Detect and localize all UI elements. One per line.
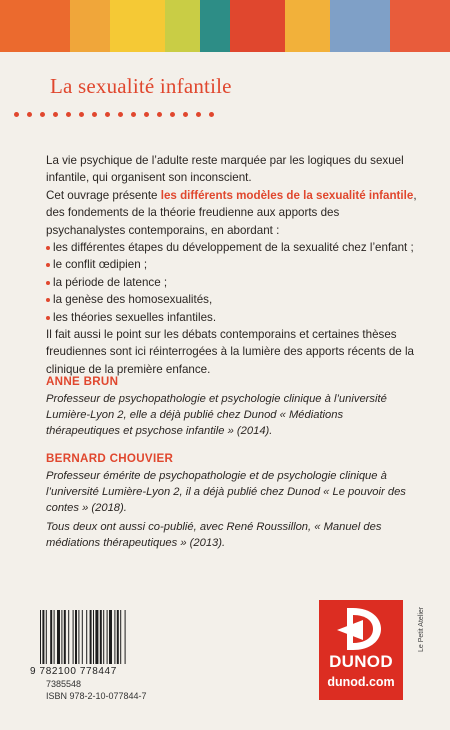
barcode-bar: [42, 610, 44, 664]
barcode-bar: [75, 610, 77, 664]
author-name-2: BERNARD CHOUVIER: [46, 452, 174, 465]
dot-icon: [209, 112, 214, 117]
bullet-dot-icon: [46, 246, 50, 250]
barcode-bar: [64, 610, 66, 664]
bullet-dot-icon: [46, 263, 50, 267]
book-title: La sexualité infantile: [50, 74, 232, 98]
dot-icon: [40, 112, 45, 117]
dot-icon: [118, 112, 123, 117]
dot-icon: [105, 112, 110, 117]
band-block: [110, 0, 165, 52]
list-item: [46, 309, 418, 326]
barcode-bar: [120, 610, 121, 664]
description-paragraph-2-end: , des fondements de la théorie freudienne aux apports des psychanalystes contemporains, en abordant :: [46, 188, 417, 237]
bullet-dot-icon: [46, 316, 50, 320]
dot-icon: [66, 112, 71, 117]
barcode: [30, 604, 152, 676]
barcode-bar: [117, 610, 119, 664]
decorative-dot-row: [14, 112, 224, 122]
description-paragraph-3: Il fait aussi le point sur les débats contemporains et certaines thèses freudiennes sont ici réinterrogées à la lumière des apports récents de la clinique de la première enfance.: [46, 328, 414, 376]
barcode-bar: [109, 610, 112, 664]
publisher-name: DUNOD: [329, 652, 393, 671]
dot-icon: [183, 112, 188, 117]
description-paragraph-1: La vie psychique de l’adulte reste marquée par les logiques du sexuel infantile, qui organisent son inconscient.: [46, 154, 404, 185]
barcode-bars-icon: [40, 610, 150, 668]
reference-number: 7385548: [46, 679, 82, 689]
barcode-bar: [68, 610, 69, 664]
author-bio-2: Professeur émérite de psychopathologie et de psychologie clinique à l’université Lumière-Lyon 2, il a déjà publié chez Dunod « Le pouvoir des contes » (2018).: [46, 470, 406, 515]
list-item: [46, 256, 418, 273]
publisher-logo: [319, 600, 403, 700]
barcode-bar: [50, 610, 52, 664]
list-item: [46, 274, 418, 291]
publisher-website: dunod.com: [327, 675, 395, 689]
dot-icon: [92, 112, 97, 117]
barcode-digits: 9 782100 778447: [30, 666, 117, 677]
barcode-bar: [46, 610, 47, 664]
list-item-text: les théories sexuelles infantiles.: [53, 310, 217, 324]
list-item-text: le conflit œdipien ;: [53, 258, 148, 272]
dot-icon: [79, 112, 84, 117]
band-block: [230, 0, 285, 52]
list-item: [46, 291, 418, 308]
barcode-bar: [125, 610, 126, 664]
barcode-bar: [82, 610, 83, 664]
dot-icon: [53, 112, 58, 117]
list-item: [46, 239, 418, 256]
band-block: [200, 0, 230, 52]
barcode-bar: [103, 610, 104, 664]
description-paragraph-2-start: Cet ouvrage présente: [46, 188, 161, 202]
author-name-1: ANNE BRUN: [46, 375, 119, 388]
topics-list: [46, 239, 418, 326]
barcode-bar: [57, 610, 60, 664]
band-block: [165, 0, 200, 52]
barcode-bar: [107, 610, 108, 664]
dot-icon: [14, 112, 19, 117]
barcode-bar: [73, 610, 74, 664]
barcode-bar: [86, 610, 87, 664]
author-bio-1: Professeur de psychopathologie et psychologie clinique à l’université Lumière-Lyon 2, elle a déjà publié chez Dunod « Médiations thérapeutiques et psychose infantile » (2014).: [46, 393, 387, 438]
band-block: [390, 0, 450, 52]
dot-icon: [157, 112, 162, 117]
list-item-text: la genèse des homosexualités,: [53, 293, 213, 307]
dot-icon: [144, 112, 149, 117]
design-credit: Le Petit Atelier: [418, 606, 425, 652]
coauthor-note: Tous deux ont aussi co-publié, avec René Roussillon, « Manuel des médiations thérapeutiques » (2013).: [46, 521, 382, 550]
band-block: [70, 0, 110, 52]
book-description: [46, 152, 418, 378]
dunod-d-logo-icon: [333, 606, 389, 652]
dot-icon: [27, 112, 32, 117]
barcode-bar: [95, 610, 98, 664]
dot-icon: [196, 112, 201, 117]
barcode-bar: [54, 610, 55, 664]
barcode-bar: [90, 610, 92, 664]
band-block: [330, 0, 390, 52]
band-block: [0, 0, 70, 52]
list-item-text: la période de latence ;: [53, 275, 168, 289]
bullet-dot-icon: [46, 281, 50, 285]
bullet-dot-icon: [46, 298, 50, 302]
barcode-bar: [61, 610, 62, 664]
band-block: [285, 0, 330, 52]
barcode-bar: [114, 610, 115, 664]
barcode-bar: [100, 610, 102, 664]
list-item-text: les différentes étapes du développement de la sexualité chez l’enfant ;: [53, 241, 414, 255]
isbn-number: ISBN 978-2-10-077844-7: [46, 691, 147, 701]
description-paragraph-2: [46, 187, 418, 239]
top-color-band: [0, 0, 450, 52]
barcode-bar: [93, 610, 94, 664]
dot-icon: [131, 112, 136, 117]
description-highlight: les différents modèles de la sexualité infantile: [160, 188, 414, 202]
dot-icon: [170, 112, 175, 117]
barcode-bar: [78, 610, 79, 664]
barcode-bar: [40, 610, 41, 664]
